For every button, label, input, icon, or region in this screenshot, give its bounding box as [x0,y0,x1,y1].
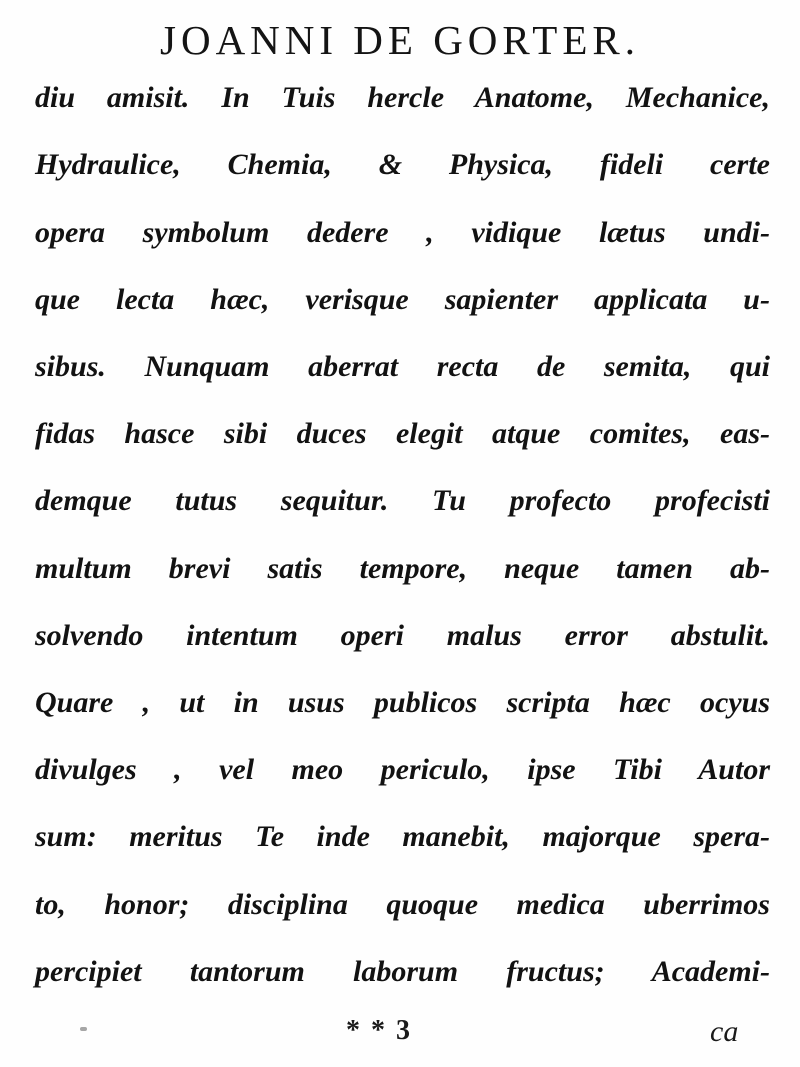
text-line-14: percipiet tantorum laborum fructus; Academi- [35,955,770,988]
text-line-7: demque tutus sequitur. Tu profecto profecisti [35,484,770,517]
catchword: ca [710,1015,739,1048]
page-footer [0,1015,800,1055]
text-line-13: to, honor; disciplina quoque medica uberrimos [35,888,770,921]
text-line-5: sibus. Nunquam aberrat recta de semita, qui [35,350,770,383]
text-line-12: sum: meritus Te inde manebit, majorque spera- [35,820,770,853]
text-line-9: solvendo intentum operi malus error abstulit. [35,619,770,652]
text-line-3: opera symbolum dedere , vidique lætus undi- [35,216,770,249]
text-line-10: Quare , ut in usus publicos scripta hæc ocyus [35,686,770,719]
text-line-4: que lecta hæc, verisque sapienter applicata u- [35,283,770,316]
text-line-11: divulges , vel meo periculo, ipse Tibi Autor [35,753,770,786]
running-head: JOANNI DE GORTER. [160,17,640,63]
text-line-1: diu amisit. In Tuis hercle Anatome, Mechanice, [35,81,770,114]
text-line-2: Hydraulice, Chemia, & Physica, fideli certe [35,148,770,181]
ink-speck [80,1027,87,1031]
text-line-8: multum brevi satis tempore, neque tamen ab- [35,552,770,585]
signature-mark: * * 3 [346,1015,412,1046]
text-line-6: fidas hasce sibi duces elegit atque comites, eas- [35,417,770,450]
